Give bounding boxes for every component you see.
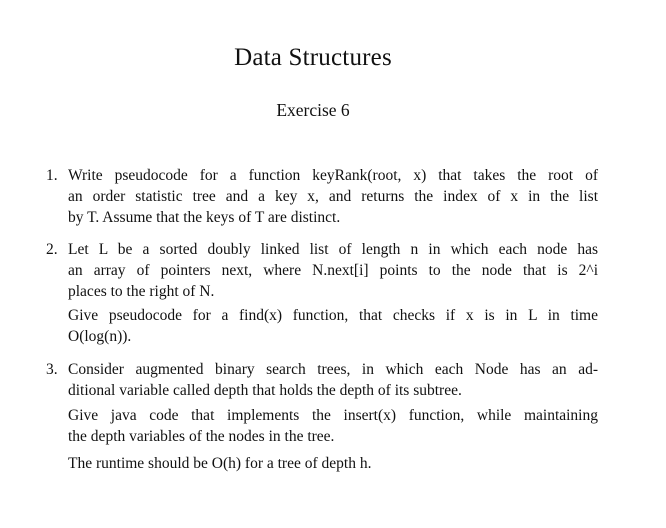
exercise-text-line: the depth variables of the nodes in the tree. bbox=[68, 428, 335, 445]
exercise-text-line: by T. Assume that the keys of T are distinct. bbox=[68, 209, 341, 226]
document-title: Data Structures bbox=[234, 44, 392, 71]
exercise-text-line: Give java code that implements the insert(x) function, while maintaining bbox=[68, 407, 598, 424]
exercise-text-line: The runtime should be O(h) for a tree of depth h. bbox=[68, 455, 372, 472]
exercise-text-line: Let L be a sorted doubly linked list of length n in which each node has bbox=[68, 241, 598, 258]
exercise-text-line: O(log(n)). bbox=[68, 328, 132, 345]
exercise-number: 3. bbox=[46, 361, 58, 378]
exercise-number: 2. bbox=[46, 241, 58, 258]
exercise-text-line: an array of pointers next, where N.next[i] points to the node that is 2^i bbox=[68, 262, 598, 279]
document-subtitle: Exercise 6 bbox=[276, 100, 350, 120]
exercise-text-line: ditional variable called depth that holds the depth of its subtree. bbox=[68, 382, 462, 399]
exercise-text-line: Consider augmented binary search trees, in which each Node has an ad- bbox=[68, 361, 598, 378]
exercise-text-line: Give pseudocode for a find(x) function, that checks if x is in L in time bbox=[68, 307, 598, 324]
exercise-text-line: Write pseudocode for a function keyRank(root, x) that takes the root of bbox=[68, 167, 598, 184]
exercise-text-line: places to the right of N. bbox=[68, 283, 215, 300]
exercise-number: 1. bbox=[46, 167, 58, 184]
exercise-text-line: an order statistic tree and a key x, and returns the index of x in the list bbox=[68, 188, 598, 205]
